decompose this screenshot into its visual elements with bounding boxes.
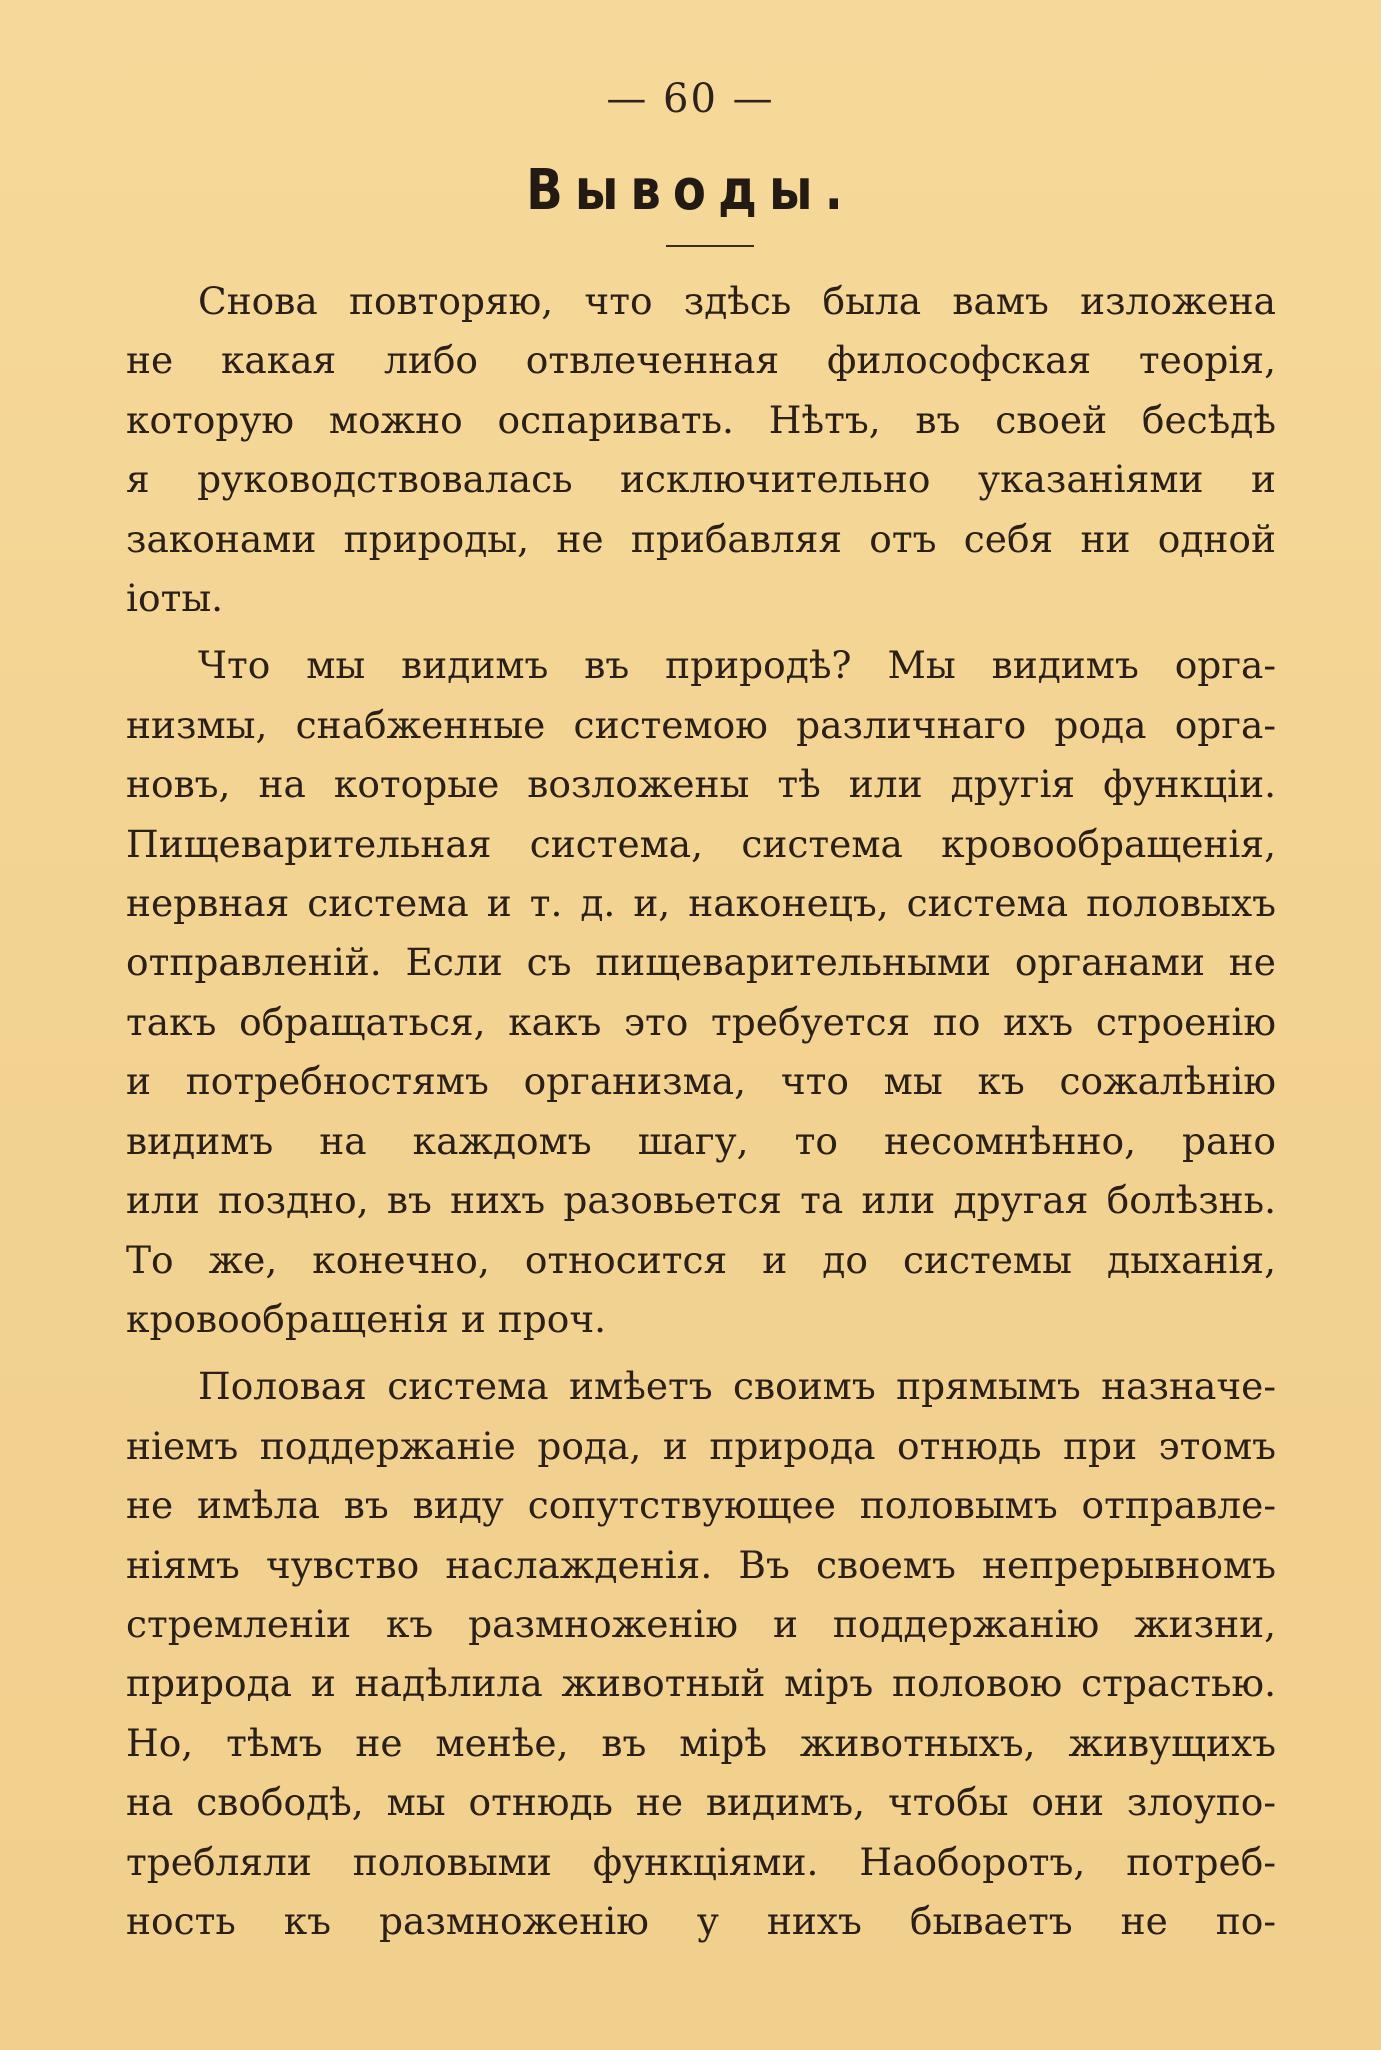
text-line: ность къ размноженію у нихъ бываетъ не по- xyxy=(126,1898,1276,1943)
text-line: Снова повторяю, что здѣсь была вамъ изложена xyxy=(198,279,1276,323)
body-text xyxy=(126,272,1276,1959)
text-line: нервная система и т. д. и, наконецъ, система половыхъ xyxy=(126,881,1276,926)
text-line: ніемъ поддержаніе рода, и природа отнюдь при этомъ xyxy=(126,1423,1276,1468)
text-line: низмы, снабженные системою различнаго рода орга- xyxy=(126,702,1276,747)
text-line: не имѣла въ виду сопутствующее половымъ отправле- xyxy=(126,1483,1276,1528)
chapter-title: Выводы. xyxy=(526,158,855,223)
paragraph-2 xyxy=(126,636,1276,1349)
text-line: стремленіи къ размноженію и поддержанію жизни, xyxy=(126,1601,1276,1646)
text-line: не какая либо отвлеченная философская теорія, xyxy=(126,338,1276,383)
text-line: іоты. xyxy=(126,576,224,621)
text-line: То же, конечно, относится и до системы дыханія, xyxy=(126,1237,1276,1282)
text-line: или поздно, въ нихъ разовьется та или другая болѣзнь. xyxy=(126,1178,1276,1223)
text-line: требляли половыми функціями. Наоборотъ, потреб- xyxy=(126,1839,1276,1884)
paragraph-3 xyxy=(126,1357,1276,1951)
text-line: Пищеварительная система, система кровообращенія, xyxy=(126,821,1276,866)
text-line: кровообращенія и проч. xyxy=(126,1296,607,1341)
text-line: которую можно оспаривать. Нѣтъ, въ своей бесѣдѣ xyxy=(126,397,1276,442)
text-line: и потребностямъ организма, что мы къ сожалѣнію xyxy=(126,1059,1276,1104)
paragraph-1 xyxy=(126,272,1276,628)
text-line: отправленій. Если съ пищеварительными органами не xyxy=(126,940,1276,985)
text-line: Но, тѣмъ не менѣе, въ мірѣ животныхъ, живущихъ xyxy=(126,1720,1276,1765)
text-line: Половая система имѣетъ своимъ прямымъ назначе- xyxy=(198,1364,1276,1409)
text-line: ніямъ чувство наслажденія. Въ своемъ непрерывномъ xyxy=(126,1542,1276,1587)
title-divider xyxy=(666,245,754,247)
text-line: законами природы, не прибавляя отъ себя ни одной xyxy=(126,516,1276,561)
page-number: — 60 — xyxy=(606,76,775,122)
text-line: на свободѣ, мы отнюдь не видимъ, чтобы они злоупо- xyxy=(126,1780,1276,1825)
text-line: такъ обращаться, какъ это требуется по ихъ строенію xyxy=(126,999,1276,1044)
text-line: Что мы видимъ въ природѣ? Мы видимъ орга- xyxy=(198,643,1276,688)
text-line: новъ, на которые возложены тѣ или другія функціи. xyxy=(126,762,1276,807)
text-line: я руководствовалась исключительно указаніями и xyxy=(126,457,1276,502)
text-line: природа и надѣлила животный міръ половою страстью. xyxy=(126,1661,1276,1706)
text-line: видимъ на каждомъ шагу, то несомнѣнно, рано xyxy=(126,1118,1276,1163)
